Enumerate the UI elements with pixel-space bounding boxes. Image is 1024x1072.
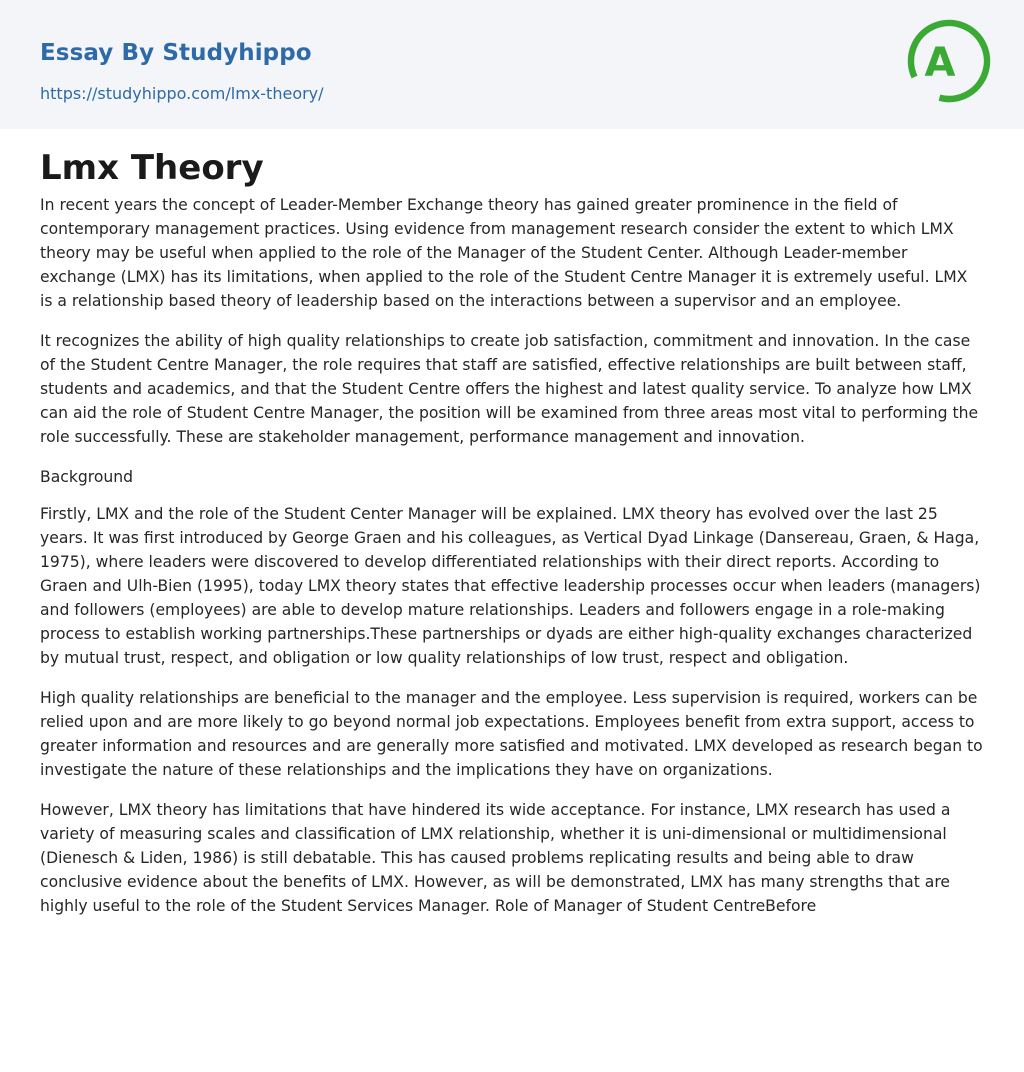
studyhippo-logo-icon[interactable] xyxy=(903,15,995,107)
page-title: Lmx Theory xyxy=(40,148,264,188)
paragraph: Firstly, LMX and the role of the Student Center Manager will be explained. LMX theory has evolved over the last 25 years. It was first introduced by George Graen and his colleagues, as Vertical Dyad Linkage (Dansereau, Graen, & Haga, 1975), where leaders were discovered to develop differentiated relationships with their direct reports. According to Graen and Ulh-Bien (1995), today LMX theory states that effective leadership processes occur when leaders (managers) and followers (employees) are able to develop mature relationships. Leaders and followers engage in a role-making process to establish working partnerships.These partnerships or dyads are either high-quality exchanges characterized by mutual trust, respect, and obligation or low quality relationships of low trust, respect and obligation. xyxy=(40,505,981,667)
paragraph: It recognizes the ability of high quality relationships to create job satisfaction, commitment and innovation. In the case of the Student Centre Manager, the role requires that staff are satisfied, effective relationships are built between staff, students and academics, and that the Student Centre offers the highest and latest quality service. To analyze how LMX can aid the role of Student Centre Manager, the position will be examined from three areas most vital to performing the role successfully. These are stakeholder management, performance management and innovation. xyxy=(40,332,979,446)
source-url-link[interactable]: https://studyhippo.com/lmx-theory/ xyxy=(40,84,324,103)
logo-letter: A xyxy=(924,40,956,86)
brand-title[interactable]: Essay By Studyhippo xyxy=(40,40,312,66)
section-heading-background: Background xyxy=(40,468,134,486)
site-header xyxy=(0,0,1024,129)
paragraph: However, LMX theory has limitations that have hindered its wide acceptance. For instance, LMX research has used a variety of measuring scales and classification of LMX relationship, whether it is uni-dimensional or multidimensional (Dienesch & Liden, 1986) is still debatable. This has caused problems replicating results and being able to draw conclusive evidence about the benefits of LMX. However, as will be demonstrated, LMX has many strengths that are highly useful to the role of the Student Services Manager. Role of Manager of Student CentreBefore xyxy=(40,801,951,915)
article xyxy=(0,147,1024,918)
paragraph: In recent years the concept of Leader-Member Exchange theory has gained greater prominence in the field of contemporary management practices. Using evidence from management research consider the extent to which LMX theory may be useful when applied to the role of the Manager of the Student Center. Although Leader-member exchange (LMX) has its limitations, when applied to the role of the Student Centre Manager it is extremely useful. LMX is a relationship based theory of leadership based on the interactions between a supervisor and an employee. xyxy=(40,196,968,310)
paragraph: High quality relationships are beneficial to the manager and the employee. Less supervision is required, workers can be relied upon and are more likely to go beyond normal job expectations. Employees benefit from extra support, access to greater information and resources and are generally more satisfied and motivated. LMX developed as research began to investigate the nature of these relationships and the implications they have on organizations. xyxy=(40,689,983,779)
